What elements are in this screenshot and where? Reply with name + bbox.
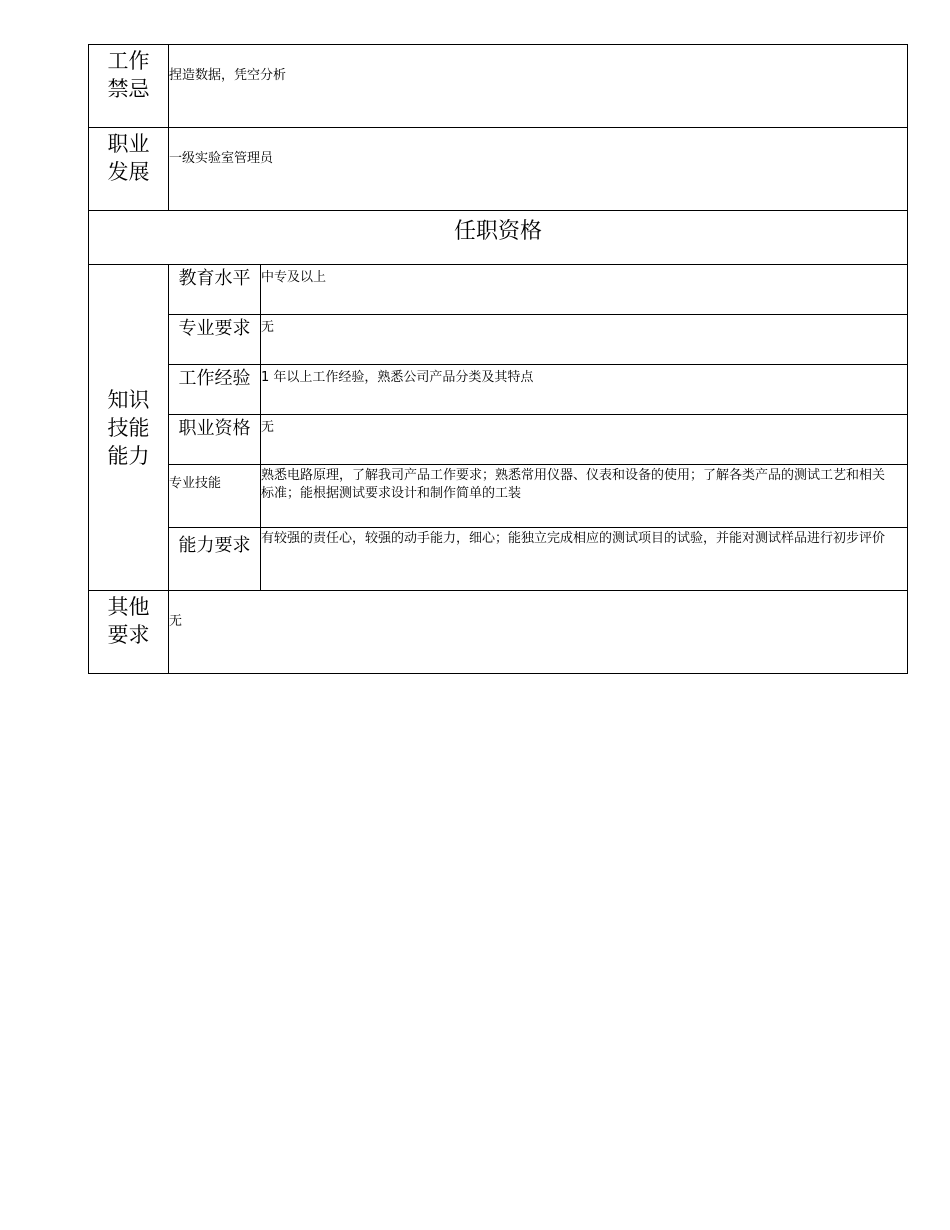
knowledge-row-skills [89, 465, 908, 528]
certification-label: 职业资格 [169, 415, 261, 465]
knowledge-row-experience [89, 365, 908, 415]
job-requirements-table [88, 44, 908, 674]
ability-label: 能力要求 [169, 528, 261, 591]
career-label: 职业发展 [89, 128, 169, 211]
skills-label: 专业技能 [169, 465, 261, 528]
knowledge-row-major [89, 315, 908, 365]
taboos-row [89, 45, 908, 128]
qualification-header: 任职资格 [89, 211, 908, 265]
major-label: 专业要求 [169, 315, 261, 365]
knowledge-label: 知识技能能力 [89, 265, 169, 591]
knowledge-row-certification [89, 415, 908, 465]
certification-value: 无 [261, 415, 908, 465]
taboos-value: 捏造数据，凭空分析 [169, 45, 908, 128]
career-row [89, 128, 908, 211]
career-value: 一级实验室管理员 [169, 128, 908, 211]
knowledge-row-ability [89, 528, 908, 591]
education-label: 教育水平 [169, 265, 261, 315]
education-value: 中专及以上 [261, 265, 908, 315]
knowledge-row-education [89, 265, 908, 315]
major-value: 无 [261, 315, 908, 365]
ability-value: 有较强的责任心，较强的动手能力，细心；能独立完成相应的测试项目的试验，并能对测试样品进行初步评价 [261, 528, 908, 591]
other-value: 无 [169, 591, 908, 674]
other-row [89, 591, 908, 674]
qualification-header-row [89, 211, 908, 265]
experience-value: 1 年以上工作经验，熟悉公司产品分类及其特点 [261, 365, 908, 415]
experience-label: 工作经验 [169, 365, 261, 415]
taboos-label: 工作禁忌 [89, 45, 169, 128]
skills-value: 熟悉电路原理，了解我司产品工作要求；熟悉常用仪器、仪表和设备的使用；了解各类产品的测试工艺和相关标准；能根据测试要求设计和制作简单的工装 [261, 465, 908, 528]
other-label: 其他要求 [89, 591, 169, 674]
